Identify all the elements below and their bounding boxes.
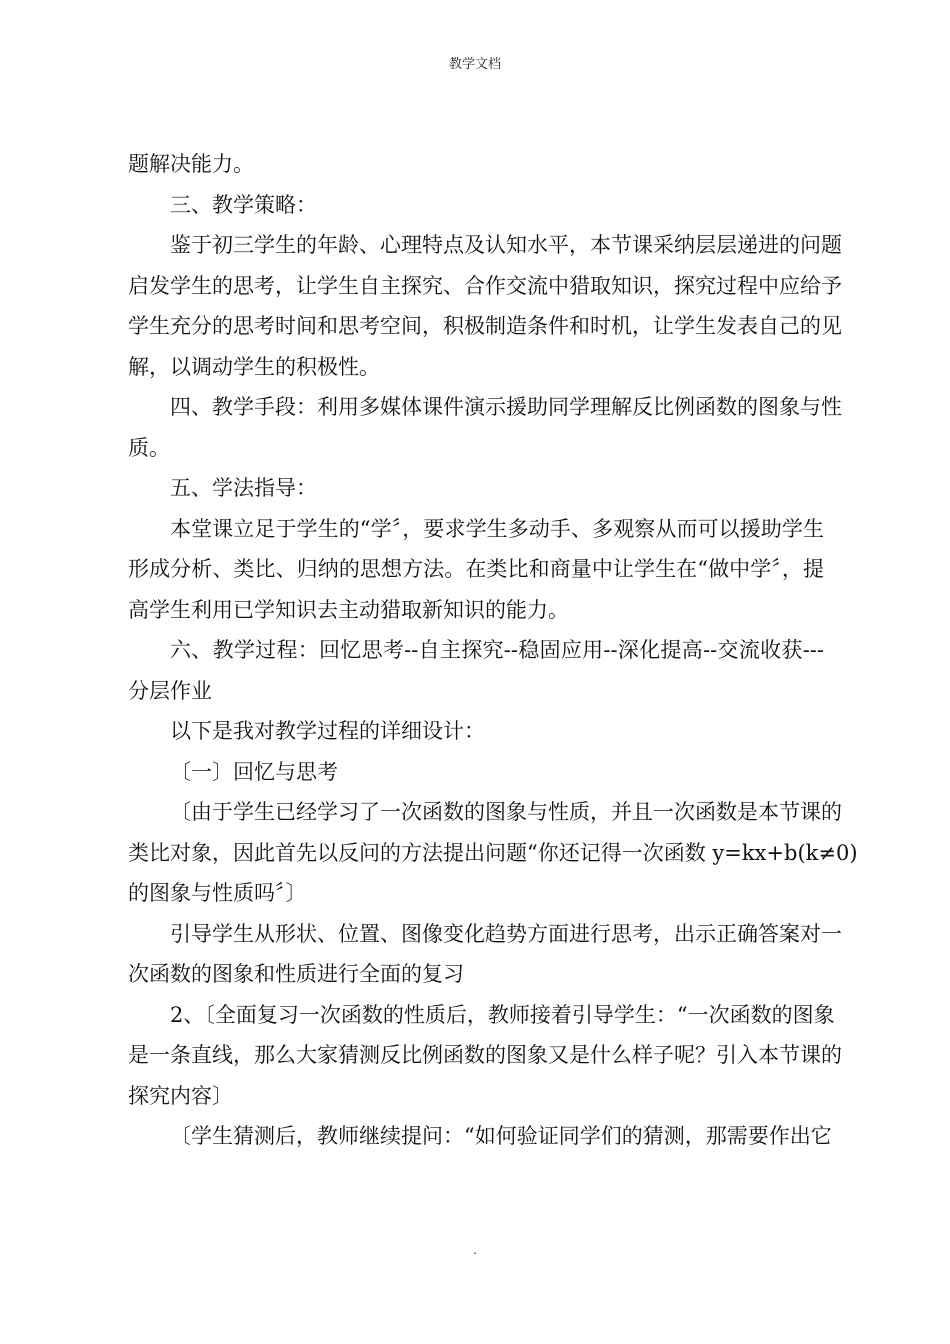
section-heading: 三、教学策略： (170, 192, 317, 217)
page-footer-mark: . (473, 1243, 477, 1257)
subsection-heading: 〔一〕回忆与思考 (170, 759, 338, 784)
text-line: 以下是我对教学过程的详细设计： (170, 719, 485, 743)
text-line: 分层作业 (128, 678, 212, 703)
section-heading: 四、教学手段：利用多媒体课件演示援助同学理解反比例函数的图象与性 (170, 395, 842, 419)
page-header: 教学文档 (448, 57, 501, 72)
text-line: 引导学生从形状、位置、图像变化趋势方面进行思考，出示正确答案对一 (170, 921, 842, 946)
text-line: 题解决能力。 (128, 152, 254, 176)
text-line: 〔学生猜测后，教师继续提问：“如何验证同学们的猜测，那需要作出它 (170, 1124, 832, 1148)
text-line: 是一条直线，那么大家猜测反比例函数的图象又是什么样子呢？引入本节课的 (128, 1043, 842, 1067)
text-line: 启发学生的思考，让学生自主探究、合作交流中猎取知识，探究过程中应给予 (128, 273, 842, 298)
text-line: 鉴于初三学生的年龄、心理特点及认知水平，本节课采纳层层递进的问题 (170, 233, 842, 257)
text-line: 学生充分的思考时间和思考空间，积极制造条件和时机，让学生发表自己的见 (128, 314, 842, 338)
document-body (128, 144, 858, 1157)
text-line: 高学生利用已学知识去主动猎取新知识的能力。 (128, 597, 569, 622)
section-heading: 五、学法指导： (170, 476, 317, 500)
text-line: 形成分析、类比、归纳的思想方法。在类比和商量中让学生在“做中学〞，提 (128, 557, 824, 581)
text-line: 解，以调动学生的积极性。 (128, 354, 380, 379)
text-line: 次函数的图象和性质进行全面的复习 (128, 962, 464, 986)
text-line: 类比对象，因此首先以反问的方法提出问题“你还记得一次函数 y=kx+b(k≠0) (128, 840, 858, 865)
section-heading: 六、教学过程：回忆思考--自主探究--稳固应用--深化提高--交流收获--- (170, 638, 824, 662)
text-line: 质。 (128, 435, 170, 460)
text-line: 本堂课立足于学生的“学〞，要求学生多动手、多观察从而可以援助学生 (170, 516, 824, 541)
text-line: 〔由于学生已经学习了一次函数的图象与性质，并且一次函数是本节课的 (170, 800, 842, 824)
text-line: 2、〔全面复习一次函数的性质后，教师接着引导学生：“一次函数的图象 (170, 1002, 835, 1027)
text-line: 的图象与性质吗〞〕 (128, 881, 307, 905)
text-line: 探究内容〕 (128, 1083, 233, 1108)
